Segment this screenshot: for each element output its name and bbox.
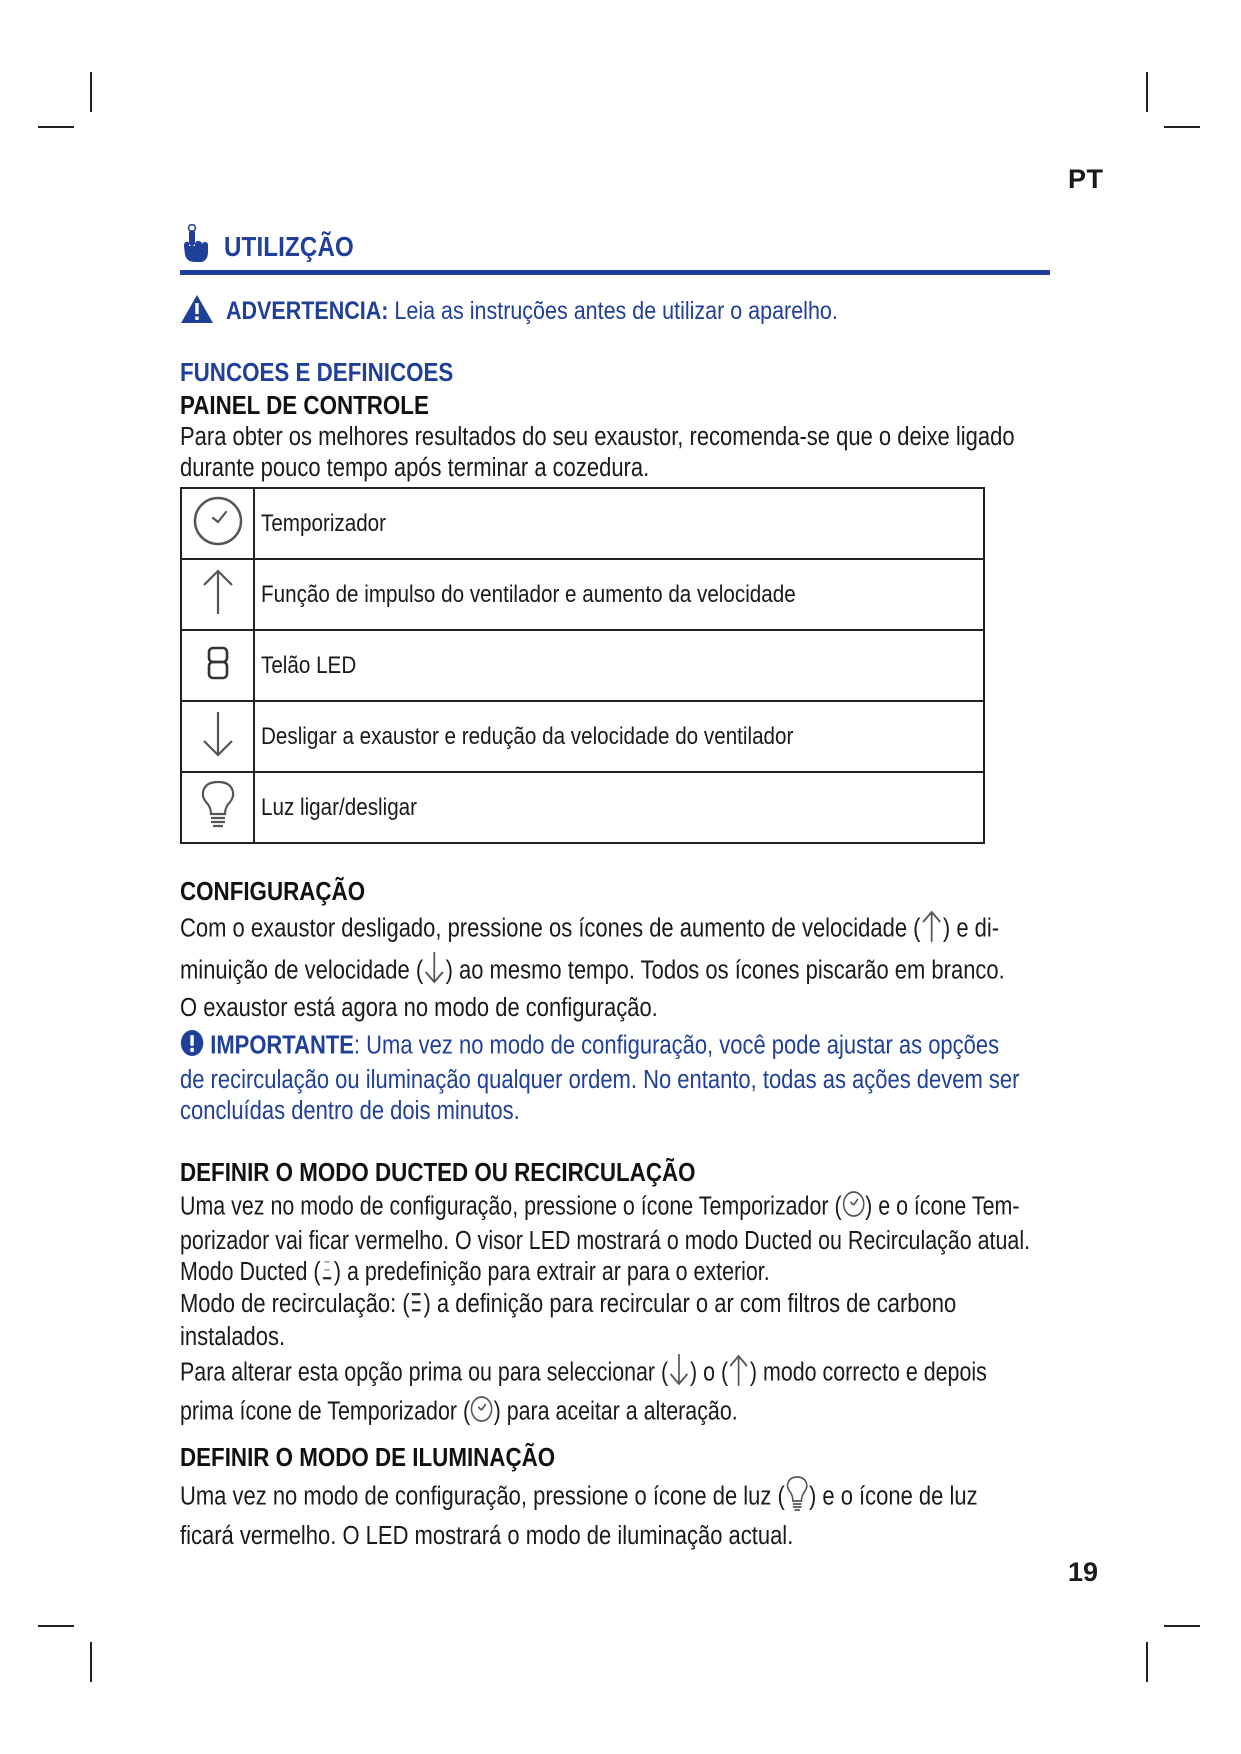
table-row [181, 701, 984, 772]
crop-mark [90, 1642, 92, 1682]
functions-heading: FUNCOES E DEFINICOES [180, 357, 454, 387]
warning-triangle-icon [180, 294, 214, 329]
table-row [181, 559, 984, 630]
ducted-text: ) a predefinição para extrair ar para o exterior. [333, 1258, 770, 1286]
icon-cell [181, 630, 254, 701]
lighting-text: ficará vermelho. O LED mostrará o modo de iluminação actual. [180, 1522, 794, 1550]
functions-intro [180, 422, 1060, 484]
section-title: UTILIZÇÃO [224, 230, 354, 262]
panel-label: Luz ligar/desligar [261, 793, 418, 821]
ducted-block [180, 1157, 1060, 1431]
configuration-block [180, 876, 1060, 1024]
crop-mark [90, 72, 92, 112]
ducted-text: Uma vez no modo de configuração, pressione o ícone Temporizador ( [180, 1192, 842, 1221]
lighting-text: Uma vez no modo de configuração, pressione o ícone de luz ( [180, 1482, 785, 1511]
functions-block [180, 357, 1060, 388]
table-row [181, 488, 984, 559]
arrow-down-icon [198, 708, 238, 765]
warning-text: Leia as instruções antes de utilizar o aparelho. [388, 297, 838, 325]
timer-icon [192, 495, 244, 552]
arrow-down-icon [423, 951, 445, 993]
recirculation-mode-icon [410, 1290, 424, 1322]
label-cell [254, 630, 984, 701]
ducted-text: Modo de recirculação: ( [180, 1290, 410, 1319]
intro-line: Para obter os melhores resultados do seu exaustor, recomenda-se que o deixe ligado [180, 423, 1015, 451]
ducted-text: porizador vai ficar vermelho. O visor LED mostrará o modo Ducted ou Recirculação atual. [180, 1227, 1031, 1255]
section-rule [180, 270, 1050, 275]
crop-mark [1146, 72, 1148, 112]
ducted-heading: DEFINIR O MODO DUCTED OU RECIRCULAÇÃO [180, 1157, 696, 1187]
lighting-text: ) e o ícone de luz [808, 1482, 978, 1511]
important-block [180, 1029, 1060, 1127]
lighting-heading: DEFINIR O MODO DE ILUMINAÇÃO [180, 1442, 556, 1472]
arrow-up-icon [920, 909, 942, 951]
page-number: 19 [1068, 1557, 1099, 1587]
arrow-up-icon [728, 1353, 750, 1395]
ducted-text: ) o ( [689, 1358, 729, 1387]
timer-icon [470, 1395, 494, 1431]
label-cell [254, 772, 984, 843]
crop-mark [1164, 1625, 1200, 1627]
ducted-text: ) modo correcto e depois [749, 1358, 987, 1387]
ducted-text: ) e o ícone Tem- [865, 1192, 1020, 1221]
intro-line: durante pouco tempo após terminar a cozedura. [180, 454, 650, 482]
important-text: : Uma vez no modo de configuração, você pode ajustar as opções [353, 1031, 1000, 1060]
hand-pointer-icon [180, 224, 210, 269]
ducted-text: Modo Ducted ( [180, 1258, 321, 1286]
configuration-heading: CONFIGURAÇÃO [180, 876, 366, 906]
timer-icon [842, 1190, 866, 1226]
panel-label: Telão LED [261, 651, 357, 679]
label-cell [254, 559, 984, 630]
config-text: ) e di- [942, 914, 1000, 943]
ducted-mode-icon [320, 1257, 333, 1289]
light-bulb-icon [785, 1475, 809, 1521]
label-cell [254, 488, 984, 559]
crop-mark [38, 126, 74, 128]
ducted-text: ) para aceitar a alteração. [493, 1397, 738, 1426]
led-display-icon [206, 645, 230, 686]
table-row [181, 772, 984, 843]
control-panel-table [180, 487, 985, 844]
crop-mark [1164, 126, 1200, 128]
warning-label: ADVERTENCIA: [226, 297, 389, 325]
config-text: O exaustor está agora no modo de configuração. [180, 994, 658, 1022]
panel-label: Temporizador [261, 509, 387, 537]
config-text: minuição de velocidade ( [180, 956, 424, 985]
arrow-up-icon [198, 566, 238, 623]
config-text: ) ao mesmo tempo. Todos os ícones piscarão em branco. [445, 956, 1005, 985]
crop-mark [38, 1625, 74, 1627]
panel-subheading: PAINEL DE CONTROLE [180, 390, 429, 420]
ducted-text: instalados. [180, 1322, 286, 1351]
light-bulb-icon [198, 779, 238, 836]
icon-cell [181, 772, 254, 843]
ducted-text: ) a definição para recircular o ar com filtros de carbono [423, 1290, 957, 1319]
important-text: de recirculação ou iluminação qualquer ordem. No entanto, todas as ações devem ser [180, 1066, 1020, 1094]
crop-mark [1146, 1642, 1148, 1682]
panel-label: Desligar a exaustor e redução da velocidade do ventilador [261, 722, 794, 750]
icon-cell [181, 701, 254, 772]
important-label: IMPORTANTE [210, 1031, 354, 1060]
lighting-block [180, 1442, 1060, 1552]
panel-subheading-wrap [180, 390, 1060, 421]
ducted-text: prima ícone de Temporizador ( [180, 1397, 471, 1426]
language-tag: PT [1068, 164, 1104, 194]
icon-cell [181, 488, 254, 559]
arrow-down-icon [668, 1353, 690, 1395]
table-row [181, 630, 984, 701]
panel-label: Função de impulso do ventilador e aumento da velocidade [261, 580, 796, 608]
exclamation-circle-icon [180, 1029, 204, 1065]
config-text: Com o exaustor desligado, pressione os ícones de aumento de velocidade ( [180, 914, 921, 943]
label-cell [254, 701, 984, 772]
important-text: concluídas dentro de dois minutos. [180, 1097, 520, 1125]
icon-cell [181, 559, 254, 630]
section-header [180, 224, 375, 269]
warning-line [180, 294, 937, 329]
ducted-text: Para alterar esta opção prima ou para seleccionar ( [180, 1358, 669, 1387]
